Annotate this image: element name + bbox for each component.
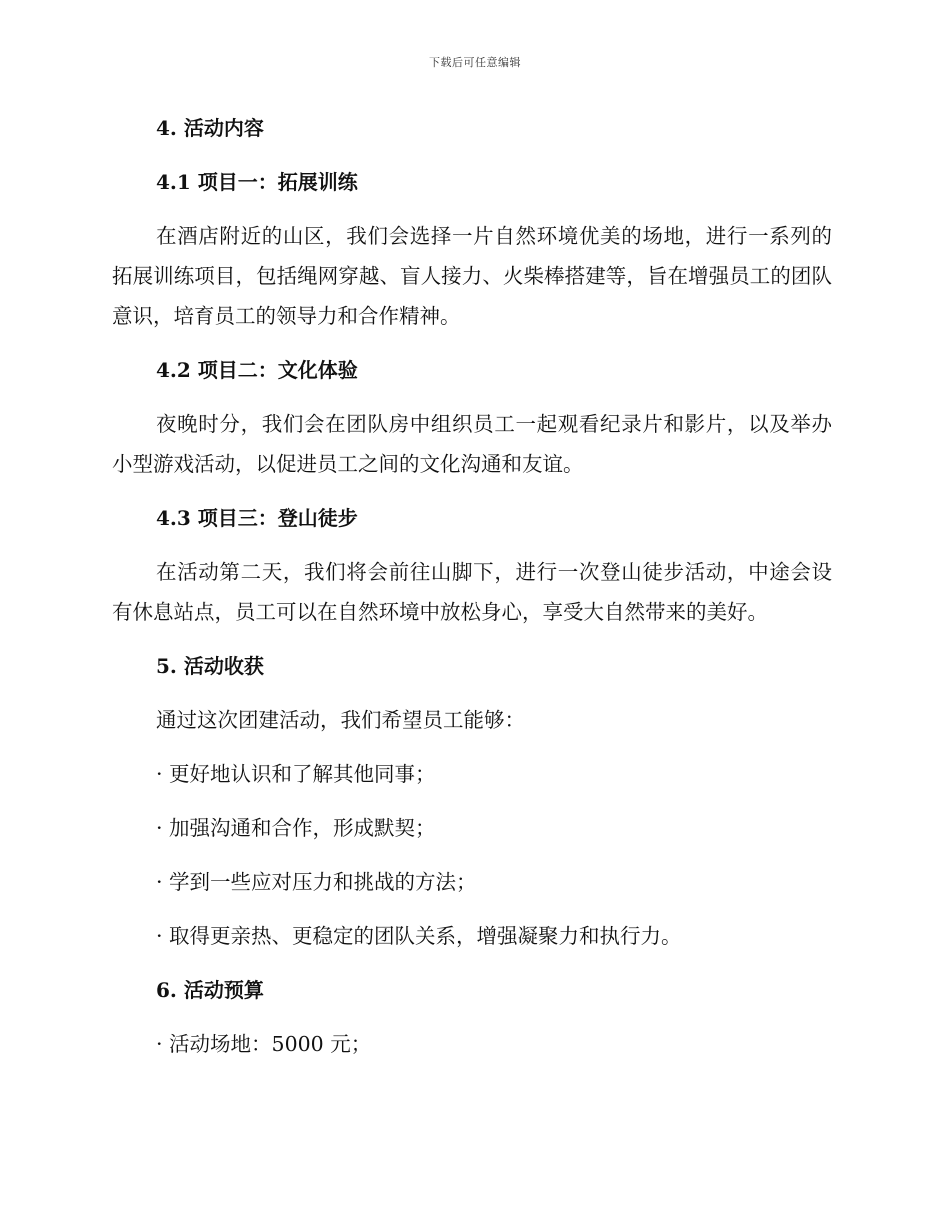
- section-4-2-paragraph: 夜晚时分，我们会在团队房中组织员工一起观看纪录片和影片，以及举办小型游戏活动，以促进员工之间的文化沟通和友谊。: [112, 412, 832, 476]
- list-item: · 更好地认识和了解其他同事；: [156, 762, 436, 786]
- list-item: · 活动场地：5000 元；: [156, 1032, 372, 1056]
- section-4-2-heading: 4.2 项目二：文化体验: [156, 358, 358, 382]
- section-4-1-paragraph: 在酒店附近的山区，我们会选择一片自然环境优美的场地，进行一系列的拓展训练项目，包括绳网穿越、盲人接力、火柴棒搭建等，旨在增强员工的团队意识，培育员工的领导力和合作精神。: [112, 224, 832, 328]
- list-item: · 取得更亲热、更稳定的团队关系，增强凝聚力和执行力。: [156, 924, 682, 948]
- section-4-3-paragraph: 在活动第二天，我们将会前往山脚下，进行一次登山徒步活动，中途会设有休息站点，员工可以在自然环境中放松身心，享受大自然带来的美好。: [112, 560, 832, 624]
- document-body: [112, 108, 832, 1078]
- section-4-1-heading: 4.1 项目一：拓展训练: [156, 170, 358, 194]
- section-4-heading: 4. 活动内容: [156, 116, 264, 140]
- list-item: · 学到一些应对压力和挑战的方法；: [156, 870, 477, 894]
- section-6-heading: 6. 活动预算: [156, 978, 264, 1002]
- header-note: 下载后可任意编辑: [429, 56, 521, 69]
- section-5-intro: 通过这次团建活动，我们希望员工能够：: [156, 708, 525, 732]
- section-4-3-heading: 4.3 项目三：登山徒步: [156, 506, 358, 530]
- list-item: · 加强沟通和合作，形成默契；: [156, 816, 436, 840]
- section-5-heading: 5. 活动收获: [156, 654, 264, 678]
